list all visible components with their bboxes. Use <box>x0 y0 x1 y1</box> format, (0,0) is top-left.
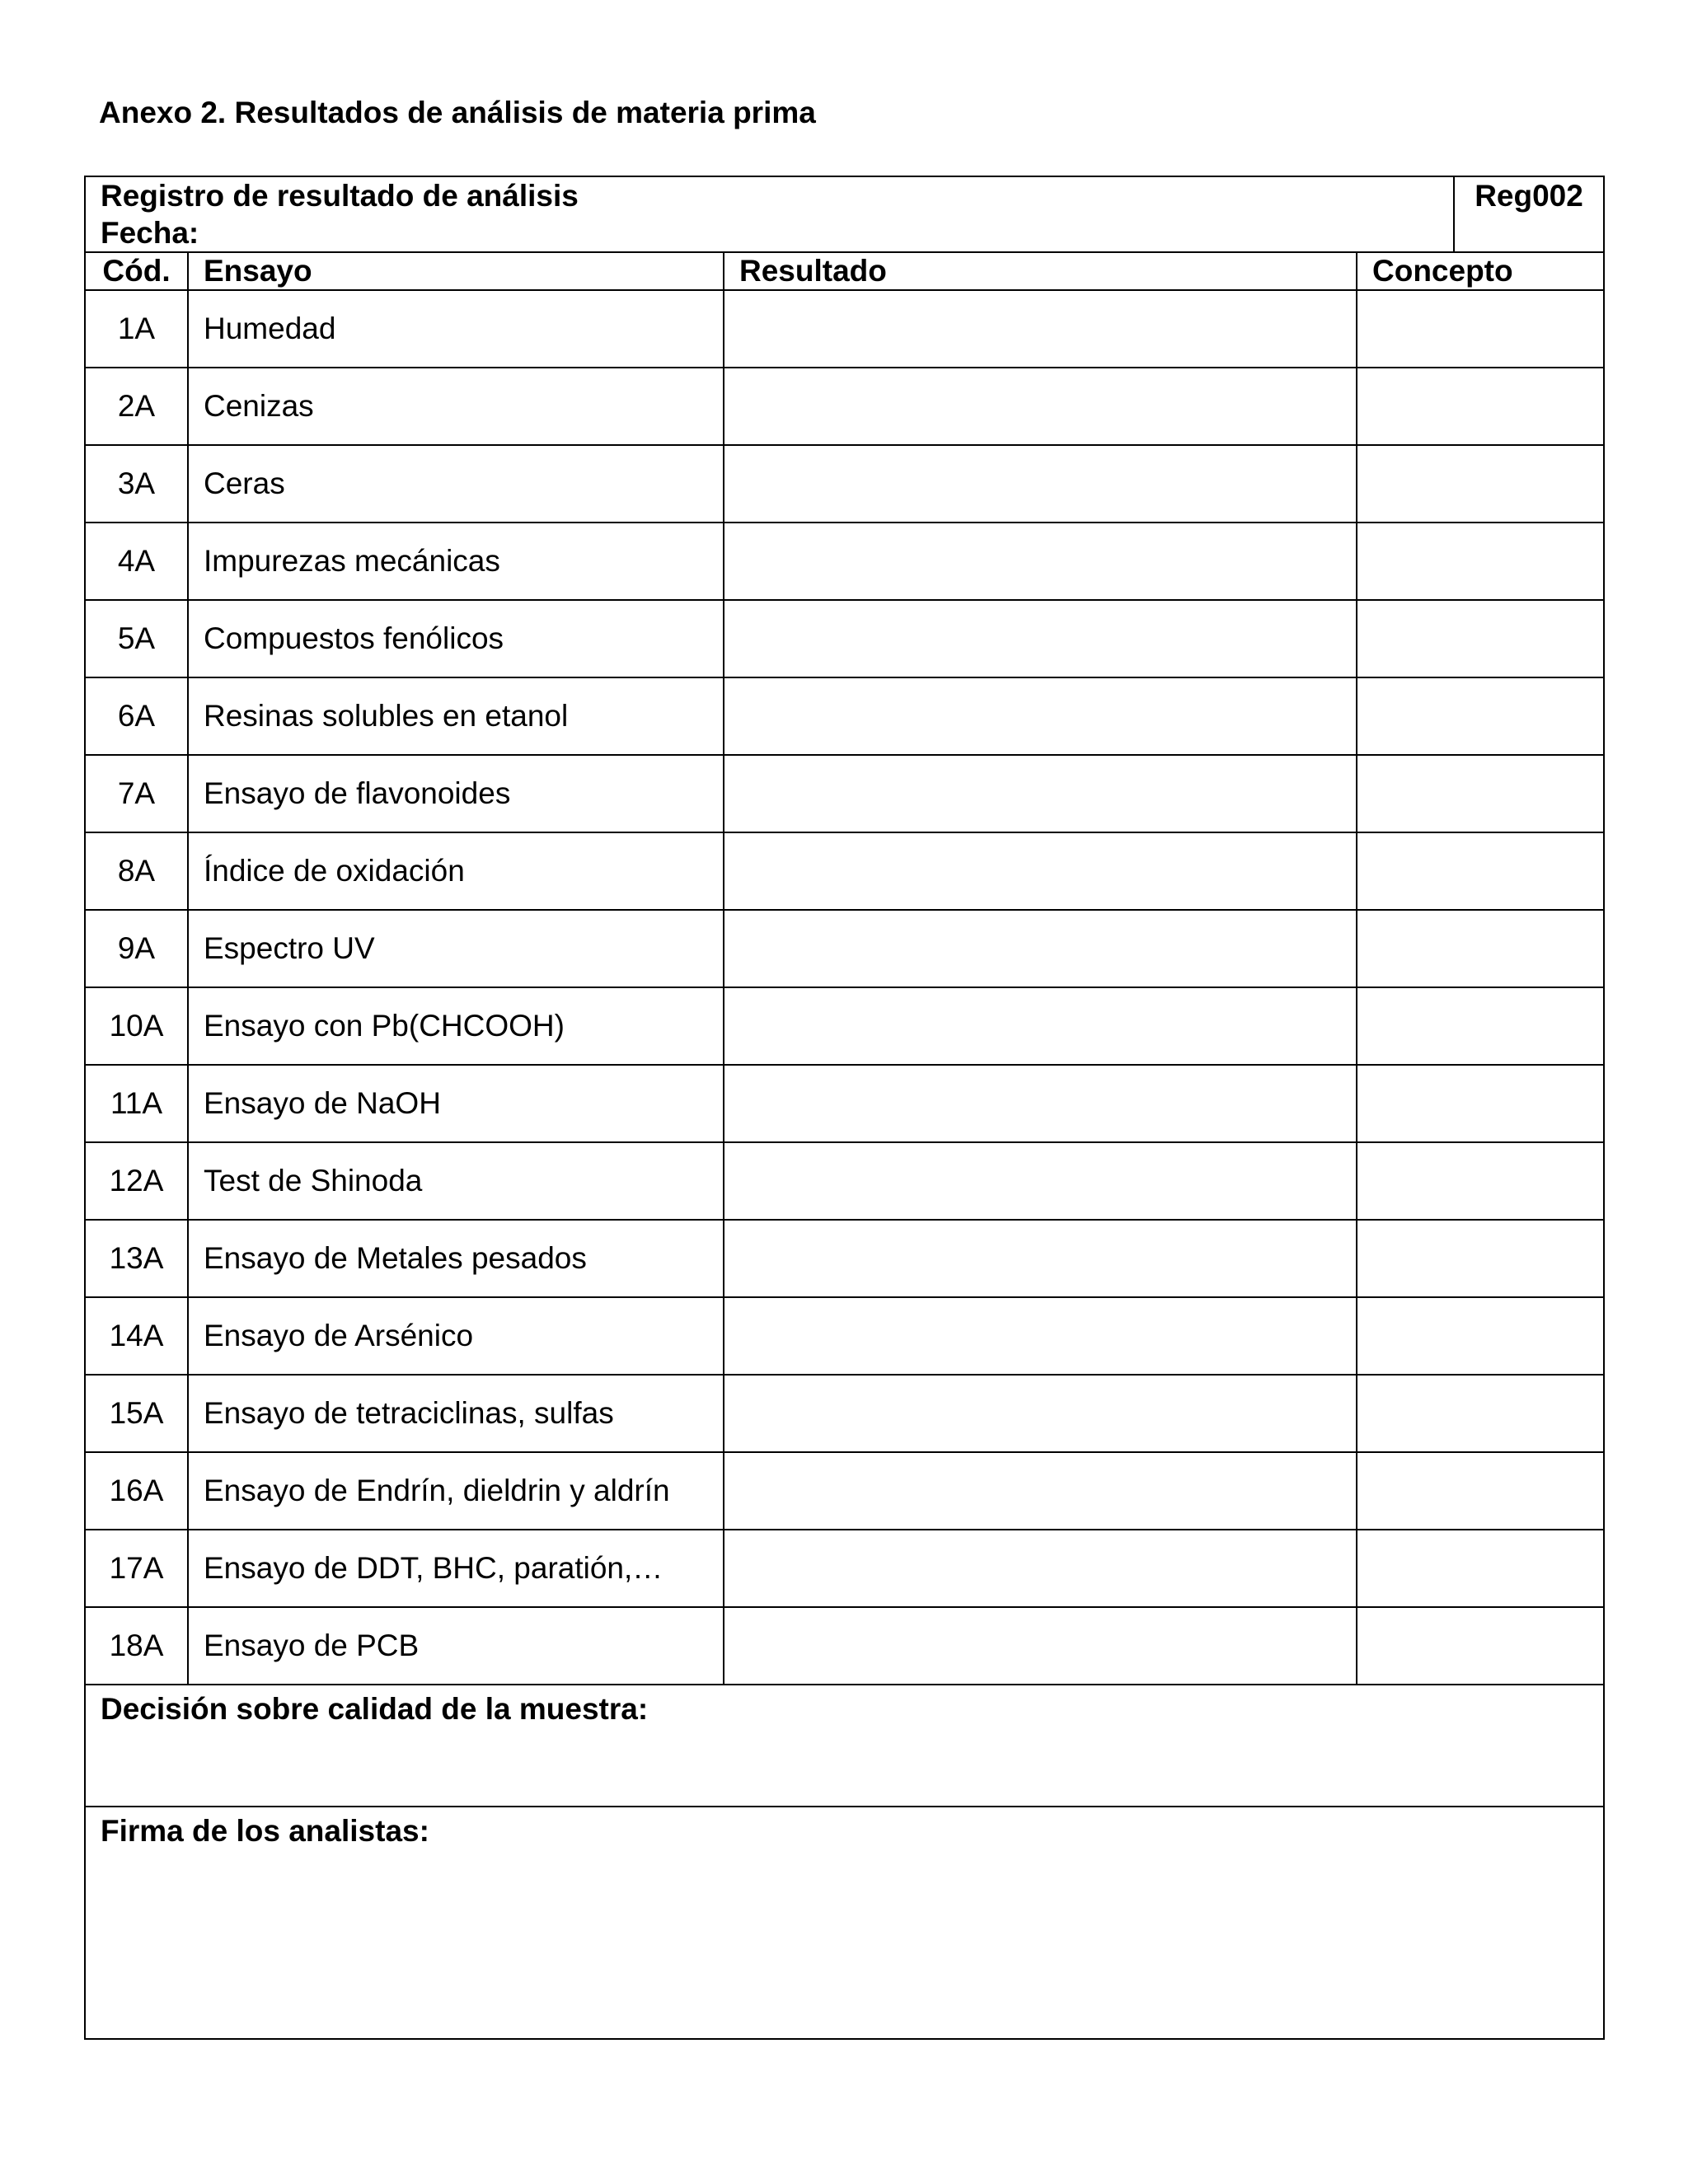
table-row <box>85 445 1604 523</box>
cell-cod: 9A <box>85 910 188 987</box>
cell-concepto[interactable] <box>1357 1220 1604 1297</box>
cell-ensayo: Ensayo de NaOH <box>188 1065 724 1142</box>
cell-resultado[interactable] <box>724 832 1357 910</box>
cell-concepto[interactable] <box>1357 445 1604 523</box>
cell-ensayo: Cenizas <box>188 368 724 445</box>
cell-concepto[interactable] <box>1357 368 1604 445</box>
cell-concepto[interactable] <box>1357 1297 1604 1375</box>
table-row <box>85 1452 1604 1530</box>
table-row <box>85 290 1604 368</box>
decision-label: Decisión sobre calidad de la muestra: <box>101 1692 649 1726</box>
table-row <box>85 1607 1604 1685</box>
cell-ensayo: Ensayo de DDT, BHC, paratión,… <box>188 1530 724 1607</box>
cell-resultado[interactable] <box>724 445 1357 523</box>
column-header-row <box>85 252 1604 290</box>
cell-cod: 4A <box>85 523 188 600</box>
table-row <box>85 755 1604 832</box>
table-row <box>85 1142 1604 1220</box>
table-row <box>85 1297 1604 1375</box>
cell-ensayo: Ensayo de Metales pesados <box>188 1220 724 1297</box>
cell-concepto[interactable] <box>1357 1452 1604 1530</box>
cell-ensayo: Ensayo de tetraciclinas, sulfas <box>188 1375 724 1452</box>
cell-cod: 11A <box>85 1065 188 1142</box>
table-row <box>85 832 1604 910</box>
table-row <box>85 1530 1604 1607</box>
cell-ensayo: Espectro UV <box>188 910 724 987</box>
decision-field[interactable] <box>85 1685 1604 1807</box>
cell-cod: 2A <box>85 368 188 445</box>
signature-row <box>85 1807 1604 2039</box>
cell-ensayo: Ceras <box>188 445 724 523</box>
cell-resultado[interactable] <box>724 677 1357 755</box>
cell-ensayo: Test de Shinoda <box>188 1142 724 1220</box>
cell-cod: 14A <box>85 1297 188 1375</box>
decision-row <box>85 1685 1604 1807</box>
form-code: Reg002 <box>1454 176 1604 252</box>
table-row <box>85 1375 1604 1452</box>
cell-resultado[interactable] <box>724 1530 1357 1607</box>
column-header-cod: Cód. <box>85 252 188 290</box>
column-header-resultado: Resultado <box>724 252 1357 290</box>
signature-label: Firma de los analistas: <box>101 1814 429 1848</box>
cell-ensayo: Índice de oxidación <box>188 832 724 910</box>
column-header-ensayo: Ensayo <box>188 252 724 290</box>
cell-cod: 8A <box>85 832 188 910</box>
cell-concepto[interactable] <box>1357 1142 1604 1220</box>
cell-cod: 13A <box>85 1220 188 1297</box>
cell-cod: 1A <box>85 290 188 368</box>
cell-resultado[interactable] <box>724 290 1357 368</box>
cell-cod: 12A <box>85 1142 188 1220</box>
cell-resultado[interactable] <box>724 600 1357 677</box>
cell-resultado[interactable] <box>724 1297 1357 1375</box>
table-row <box>85 677 1604 755</box>
cell-concepto[interactable] <box>1357 755 1604 832</box>
page-title: Anexo 2. Resultados de análisis de materia prima <box>99 96 816 129</box>
cell-concepto[interactable] <box>1357 600 1604 677</box>
cell-resultado[interactable] <box>724 1452 1357 1530</box>
cell-concepto[interactable] <box>1357 677 1604 755</box>
form-heading: Registro de resultado de análisis <box>101 179 579 213</box>
cell-ensayo: Ensayo de flavonoides <box>188 755 724 832</box>
cell-cod: 18A <box>85 1607 188 1685</box>
cell-cod: 10A <box>85 987 188 1065</box>
cell-concepto[interactable] <box>1357 1375 1604 1452</box>
cell-concepto[interactable] <box>1357 987 1604 1065</box>
table-row <box>85 1065 1604 1142</box>
cell-ensayo: Resinas solubles en etanol <box>188 677 724 755</box>
cell-concepto[interactable] <box>1357 832 1604 910</box>
cell-resultado[interactable] <box>724 1065 1357 1142</box>
cell-concepto[interactable] <box>1357 523 1604 600</box>
cell-cod: 6A <box>85 677 188 755</box>
cell-resultado[interactable] <box>724 1142 1357 1220</box>
cell-cod: 7A <box>85 755 188 832</box>
date-label: Fecha: <box>101 216 199 250</box>
cell-cod: 3A <box>85 445 188 523</box>
table-row <box>85 523 1604 600</box>
cell-concepto[interactable] <box>1357 1607 1604 1685</box>
cell-resultado[interactable] <box>724 1375 1357 1452</box>
signature-field[interactable] <box>85 1807 1604 2039</box>
table-row <box>85 368 1604 445</box>
cell-resultado[interactable] <box>724 368 1357 445</box>
table-row <box>85 1220 1604 1297</box>
cell-concepto[interactable] <box>1357 1530 1604 1607</box>
cell-resultado[interactable] <box>724 755 1357 832</box>
cell-concepto[interactable] <box>1357 1065 1604 1142</box>
cell-resultado[interactable] <box>724 910 1357 987</box>
cell-resultado[interactable] <box>724 523 1357 600</box>
cell-cod: 17A <box>85 1530 188 1607</box>
cell-ensayo: Ensayo con Pb(CHCOOH) <box>188 987 724 1065</box>
column-header-concepto: Concepto <box>1357 252 1604 290</box>
cell-concepto[interactable] <box>1357 290 1604 368</box>
form-header-row <box>85 176 1604 252</box>
cell-ensayo: Humedad <box>188 290 724 368</box>
table-row <box>85 600 1604 677</box>
cell-concepto[interactable] <box>1357 910 1604 987</box>
cell-resultado[interactable] <box>724 1220 1357 1297</box>
form-header-cell <box>85 176 1454 252</box>
cell-ensayo: Ensayo de Endrín, dieldrin y aldrín <box>188 1452 724 1530</box>
cell-cod: 16A <box>85 1452 188 1530</box>
table-row <box>85 910 1604 987</box>
cell-ensayo: Compuestos fenólicos <box>188 600 724 677</box>
cell-ensayo: Ensayo de Arsénico <box>188 1297 724 1375</box>
cell-ensayo: Impurezas mecánicas <box>188 523 724 600</box>
analysis-results-form <box>84 176 1605 2040</box>
cell-resultado[interactable] <box>724 987 1357 1065</box>
cell-ensayo: Ensayo de PCB <box>188 1607 724 1685</box>
cell-resultado[interactable] <box>724 1607 1357 1685</box>
cell-cod: 5A <box>85 600 188 677</box>
cell-cod: 15A <box>85 1375 188 1452</box>
table-row <box>85 987 1604 1065</box>
